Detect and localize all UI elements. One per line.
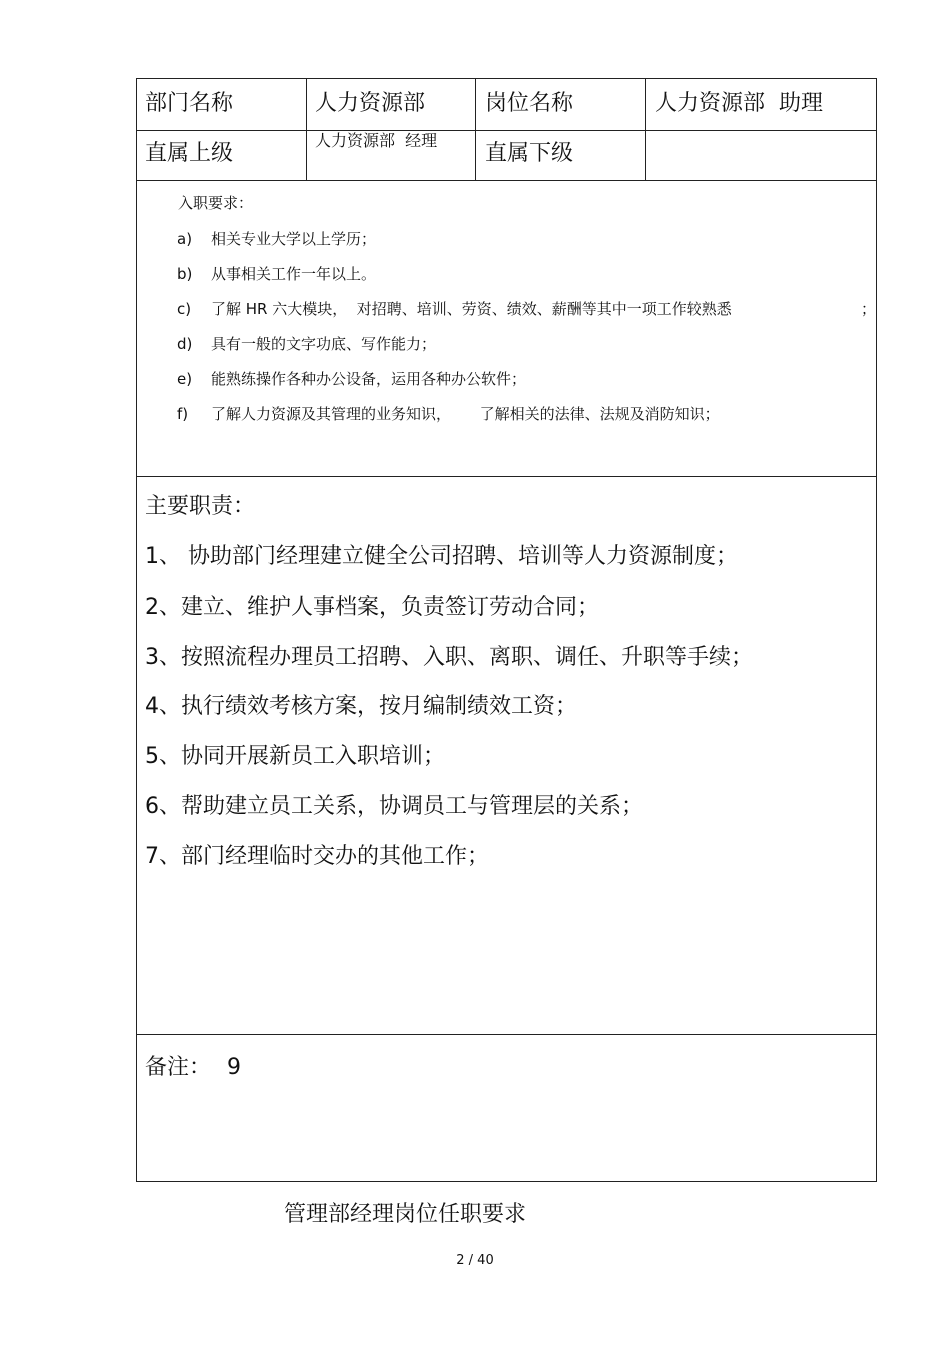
job-description-table: [136, 78, 877, 1182]
duty-item: 5、协同开展新员工入职培训；: [145, 744, 445, 769]
requirement-text: 具有一般的文字功底、写作能力；: [211, 335, 437, 353]
subordinate-label: 直属下级: [485, 141, 574, 166]
dept-name-value: 人力资源部: [315, 91, 426, 116]
column-divider: [306, 79, 307, 180]
requirement-text: 从事相关工作一年以上。: [211, 265, 377, 283]
requirement-label: c): [177, 300, 192, 318]
duty-item: 7、部门经理临时交办的其他工作；: [145, 844, 489, 869]
duty-item: 6、帮助建立员工关系，协调员工与管理层的关系；: [145, 794, 643, 819]
dept-name-label: 部门名称: [145, 91, 234, 116]
column-divider: [645, 79, 646, 180]
page-number: 2 / 40: [456, 1253, 494, 1268]
requirement-item: [177, 298, 877, 319]
requirement-text: 相关专业大学以上学历；: [211, 230, 377, 248]
requirement-label: b): [177, 265, 193, 283]
requirement-label: f): [177, 405, 189, 423]
duty-item: 4、执行绩效考核方案，按月编制绩效工资；: [145, 694, 577, 719]
requirement-text: 了解人力资源及其管理的业务知识， 了解相关的法律、法规及消防知识；: [211, 405, 720, 423]
row-divider: [137, 476, 876, 477]
requirement-text: 了解 HR 六大模块， 对招聘、培训、劳资、绩效、薪酬等其中一项工作较熟悉: [211, 300, 732, 318]
requirement-item: [177, 228, 376, 249]
superior-value: 人力资源部 经理: [315, 131, 438, 150]
requirement-text: 能熟练操作各种办公设备，运用各种办公软件；: [211, 370, 527, 388]
requirement-item: [177, 263, 376, 284]
requirements-title: 入职要求：: [178, 194, 254, 212]
requirement-item: [177, 368, 526, 389]
requirement-tail: ；: [861, 300, 877, 318]
next-section-title: 管理部经理岗位任职要求: [284, 1202, 527, 1227]
requirement-label: a): [177, 230, 193, 248]
requirement-item: [177, 333, 436, 354]
row-divider: [137, 180, 876, 181]
superior-label: 直属上级: [145, 141, 234, 166]
column-divider: [475, 79, 476, 180]
row-divider: [137, 130, 876, 131]
note-label: 备注：: [145, 1055, 212, 1080]
requirement-label: e): [177, 370, 193, 388]
duty-item: 3、按照流程办理员工招聘、入职、离职、调任、升职等手续；: [145, 645, 753, 670]
requirement-label: d): [177, 335, 193, 353]
position-value: 人力资源部 助理: [655, 91, 823, 116]
position-label: 岗位名称: [485, 91, 574, 116]
requirement-item: [177, 403, 720, 424]
note-row: [145, 1050, 241, 1081]
note-value: 9: [227, 1055, 242, 1080]
duties-title: 主要职责：: [145, 494, 256, 519]
row-divider: [137, 1034, 876, 1035]
duty-item: 1、 协助部门经理建立健全公司招聘、培训等人力资源制度；: [145, 544, 738, 569]
duty-item: 2、建立、维护人事档案，负责签订劳动合同；: [145, 595, 599, 620]
